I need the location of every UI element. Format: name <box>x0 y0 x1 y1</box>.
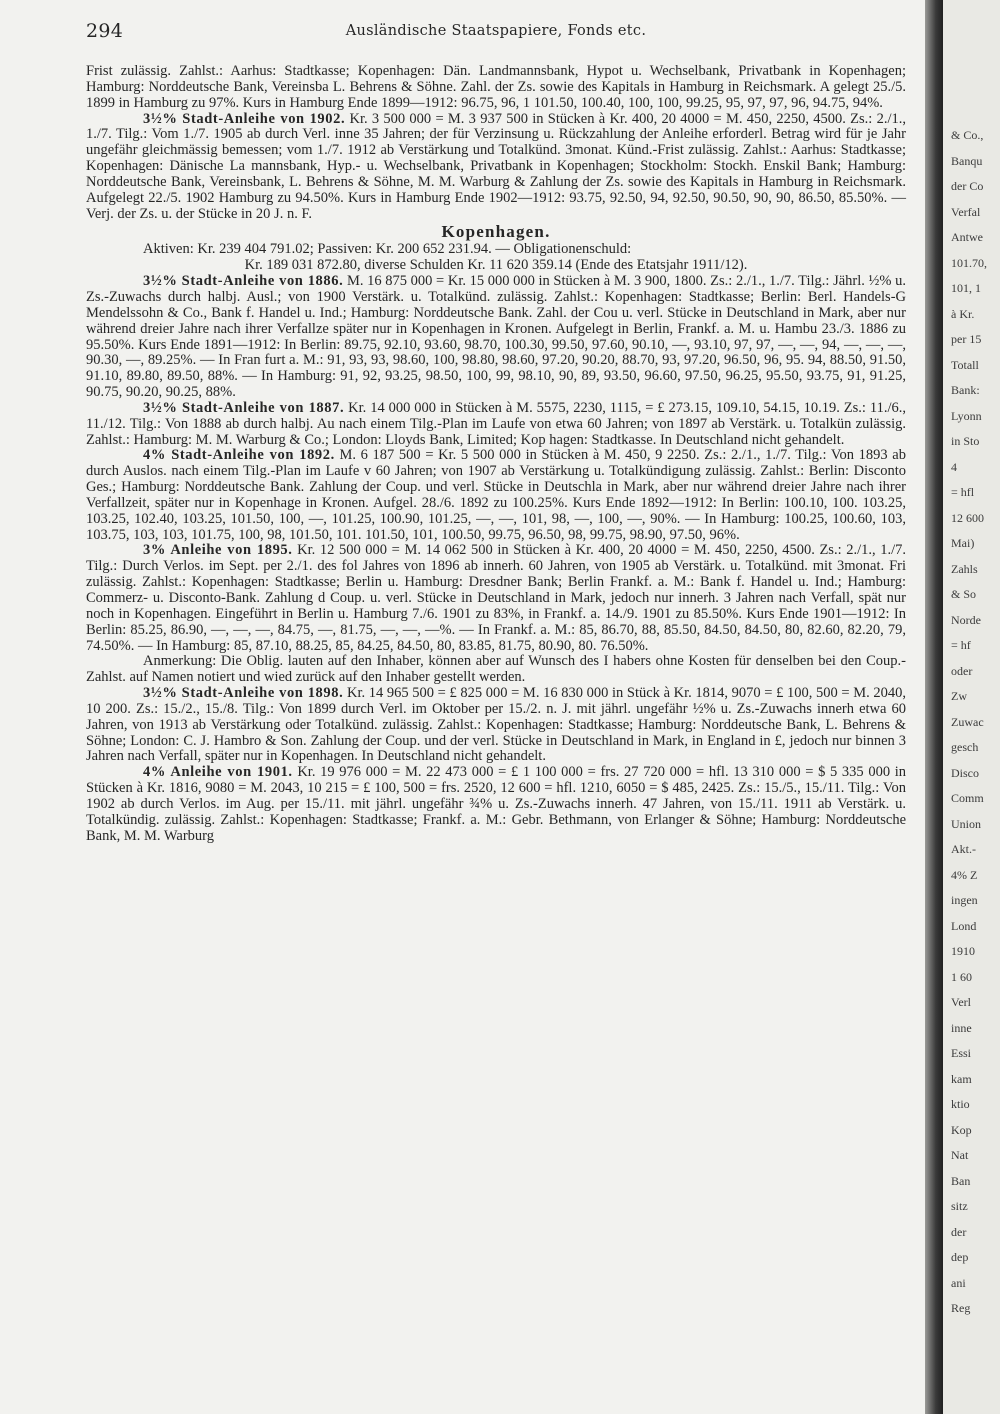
facing-page-fragment: gesch <box>951 740 979 754</box>
facing-page-fragment: 1910 <box>951 944 975 958</box>
facing-page-fragment: Nat <box>951 1148 969 1162</box>
facing-page-fragment: Lond <box>951 918 977 933</box>
facing-page-fragment: ktio <box>951 1097 970 1111</box>
facing-page-fragment: = hf <box>951 638 971 652</box>
loan-1902-entry <box>86 112 906 223</box>
loan-1886-entry <box>86 274 906 401</box>
book-gutter <box>925 0 943 1414</box>
facing-page-fragment: Verl <box>951 995 971 1009</box>
loan-1898-text: Kr. 14 965 500 = £ 825 000 = M. 16 830 000 in Stück à Kr. 1814, 9070 = £ 100, 500 = M. 2040, 10 200. Zs.: 15./2., 15./8. Tilg.: Von 1899 durch Verl. im Oktober per 15./2. n. J. mit jährl. ungefähr ½% u. Zs.-Zuwachs innerh etwa 60 Jahren, von 1913 ab Verstärkung oder Totalkünd. zulässig. Zahlst.: Kopenhagen: Stadtkasse; Hamburg: Norddeutsche Bank, L. Behrens & Söhne; London: C. J. Hambro & Son. Zahlung der Coup. und der verl. Stücke in Deutschland in Mark, in England in £, jedoch nur binnen 3 Jahren nach Verfall, später nur in Kopenhagen. In Deutschland nicht gehandelt. <box>86 685 906 765</box>
loan-1886-title: 3½% Stadt-Anleihe von 1886. <box>143 273 344 290</box>
intro-paragraph: Frist zulässig. Zahlst.: Aarhus: Stadtkasse; Kopenhagen: Dän. Landmannsbank, Hypot u. Wechselbank, Privatbank in Kopenhagen; Hamburg: Norddeutsche Bank, Vereinsba L. Behrens & Söhne. Zahl. der Zs. sowie des Kapitals in Hamburg in Reichsmark. A gelegt 25./5. 1899 in Hamburg zu 97%. Kurs in Hamburg Ende 1899—1912: 96.75, 96, 1 101.50, 100.40, 100, 100, 99.25, 95, 97, 97, 96, 94.75, 94%. <box>86 63 906 111</box>
facing-page-fragment: & So <box>951 587 977 601</box>
facing-page-fragment: Zuwac <box>951 714 984 729</box>
facing-page-fragment: Disco <box>951 765 979 780</box>
facing-page-fragment: Banqu <box>951 153 983 168</box>
facing-page-fragment: der <box>951 1224 967 1239</box>
facing-page-fragment: oder <box>951 663 973 678</box>
city-summary <box>86 242 906 274</box>
loan-1901-entry <box>86 765 906 844</box>
facing-page-fragment: Akt.- <box>951 842 976 856</box>
facing-page-fragment: Kop <box>951 1122 972 1137</box>
facing-page-fragment: Mai) <box>951 536 975 550</box>
summary-line-1: Aktiven: Kr. 239 404 791.02; Passiven: Kr. 200 652 231.94. — Obligationenschuld: <box>143 241 632 258</box>
loan-1892-text: M. 6 187 500 = Kr. 5 500 000 in Stücken à M. 450, 9 2250. Zs.: 2./1., 1./7. Tilg.: Von 1893 ab durch Auslos. nach einem Tilg.-Plan im Laufe v 60 Jahren; von 1907 ab Verstärkung u. Totalkündigung zulässig. Zahlst.: Berlin: Disconto Ges.; Hamburg: Norddeutsche Bank. Zahlung der Coup. und verl. Stücke in Deutschla in Mark, aber nur während dreier Jahre nach ihrer Verfallzeit, später nur in Kopenhage in Kronen. Aufgel. 28./6. 1892 zu 100.25%. Kurs Ende 1892—1912: In Berlin: 100.10, 100. 103.25, 103.25, 102.40, 103.25, 101.50, 100, —, 101.25, 100.90, 101.25, —, —, 101, 98, —, 100, —, 90%. — In Hamburg: 100.25, 100.60, 103, 103.75, 103, 103, 101.75, 100, 98, 101.50, 101. 101.50, 101, 100.50, 99.75, 96.50, 98, 99.75, 98.90, 97.50, 96%. <box>86 447 906 543</box>
loan-1895-text: Kr. 12 500 000 = M. 14 062 500 in Stücken à Kr. 400, 20 4000 = M. 450, 2250, 4500. Zs.: 2./1., 1./7. Tilg.: Durch Verlos. im Sept. per 2./1. des fol Jahres von 1896 ab innerh. 60 Jahren, von 1905 ab Verstärk. u. Totalkünd. mit 3monat. Fri zulässig. Zahlst.: Kopenhagen: Stadtkasse; Berlin u. Hamburg: Dresdner Bank; Berlin Frankf. a. M.: Bank f. Handel u. Ind.; Hamburg: Commerz- u. Disconto-Bank. Zahlung d Coup. u. verl. Stücke in Deutschland in Mark, jedoch nur innerh. 3 Jahren nach Verfall, spät nur noch in Kopenhagen. Eingeführt in Berlin u. Hamburg 7./6. 1901 zu 83%, in Frankf. a. 14./9. 1901 zu 85.50%. Kurs Ende 1901—1912: In Berlin: 85.25, 86.90, —, —, —, 84.75, —, 81.75, —, —, —%. — In Frankf. a. M.: 85, 86.70, 88, 85.50, 84.50, 84.50, 80, 82.60, 82.20, 79, 74.50%. — In Hamburg: 85, 87.10, 88.25, 85, 84.25, 84.50, 80, 83.85, 81.75, 80.90, 80. 76.50%. <box>86 542 907 654</box>
facing-page-fragment: kam <box>951 1071 972 1086</box>
loan-1892-entry <box>86 448 906 543</box>
facing-page-fragment: 1 60 <box>951 969 972 984</box>
body-text <box>86 64 906 845</box>
facing-page-fragment: inne <box>951 1020 972 1035</box>
facing-page-fragment: Bank: <box>951 383 980 397</box>
facing-page-fragment: 12 600 <box>951 510 984 525</box>
loan-1902-text: Kr. 3 500 000 = M. 3 937 500 in Stücken à Kr. 400, 20 4000 = M. 450, 2250, 4500. Zs.: 2./1., 1./7. Tilg.: Vom 1./7. 1905 ab durch Verl. inne 35 Jahren; der für Verzinsung u. Rückzahlung der Anleihe erforderl. Betrag wird für je Jahr ungefähr gleichmässig bemessen; vom 1./7. 1912 ab Verstärkung und Totalkünd. 3monat. Künd.-Frist zulässig. Zahlst.: Aarhus: Stadtkasse; Kopenhagen: Dänische La mannsbank, Hyp.- u. Wechselbank, Privatbank in Kopenhagen; Stockholm: Stockh. Enskil Bank; Hamburg: Norddeutsche Bank, Vereinsbank, L. Behrens & Söhne, M. M. Warburg & Zahlung der Zs. sowie des Kapitals in Hamburg in Reichsmark. Aufgelegt 22./5. 1902 Hamburg zu 94.50%. Kurs in Hamburg Ende 1902—1912: 93.75, 92.50, 94, 92.50, 90.50, 90, 90, 86.50, 85.50%. — Verj. der Zs. u. der Stücke in 20 J. n. F. <box>86 110 906 222</box>
facing-page-fragment: 4% Z <box>951 867 978 882</box>
loan-1887-entry <box>86 401 906 449</box>
facing-page-fragment: dep <box>951 1250 969 1264</box>
facing-page-fragment: = hfl <box>951 485 975 499</box>
facing-page-fragment: Zw <box>951 689 967 703</box>
facing-page-fragment: 4 <box>951 459 957 474</box>
running-title: Ausländische Staatspapiere, Fonds etc. <box>345 23 647 39</box>
facing-page-fragment: 101.70, <box>951 255 987 270</box>
loan-1898-title: 3½% Stadt-Anleihe von 1898. <box>143 685 344 702</box>
facing-page-fragment: Union <box>951 816 981 831</box>
loan-1902-title: 3½% Stadt-Anleihe von 1902. <box>143 110 346 127</box>
loan-1898-entry <box>86 686 906 765</box>
facing-page-fragment: ingen <box>951 893 978 907</box>
facing-page-fragment: Comm <box>951 791 984 805</box>
loan-1887-text: Kr. 14 000 000 in Stücken à M. 5575, 2230, 1115, = £ 273.15, 109.10, 54.15, 10.19. Zs.: 11./6., 11./12. Tilg.: Von 1888 ab durch halbj. Au nach einem Tilg.-Plan im Laufe von etwa 60 Jahren; von 1897 ab Verstärk. u. Totalkün zulässig. Zahlst.: Hamburg: M. M. Warburg & Co.; London: Lloyds Bank, Limited; Kop hagen: Stadtkasse. In Deutschland nicht gehandelt. <box>86 399 906 448</box>
facing-page-fragment: per 15 <box>951 332 982 346</box>
facing-page-fragment: ani <box>951 1275 966 1290</box>
facing-page-fragment: Verfal <box>951 204 981 219</box>
page-header <box>86 20 906 44</box>
facing-page-fragment: Lyonn <box>951 408 982 423</box>
loan-1901-text: Kr. 19 976 000 = M. 22 473 000 = £ 1 100 000 = frs. 27 720 000 = hfl. 13 310 000 = $ 5 335 000 in Stücken à Kr. 1816, 9080 = M. 2043, 10 215 = £ 100, 500 = frs. 2520, 12 600 = hfl. 1210, 6050 = $ 485, 2425. Zs.: 15./5., 15./11. Tilg.: Von 1902 ab durch Verlos. im Aug. per 15./11. mit jährl. ungefähr ¾% u. Zs.-Zuwachs innerh. 47 Jahren, von 15./11. 1911 ab Verstärk. u. Totalkündig. zulässig. Zahlst.: Kopenhagen: Stadtkasse; Frankf. a. M.: Gebr. Bethmann, von Erlanger & Söhne; Hamburg: Norddeutsche Bank, M. M. Warburg <box>86 764 907 844</box>
loan-1886-text: M. 16 875 000 = Kr. 15 000 000 in Stücken à M. 3 900, 1800. Zs.: 2./1., 1./7. Tilg.: Jährl. ½% u. Zs.-Zuwachs durch halbj. Ausl.; von 1900 Verstärk. u. Totalkünd. zulässig. Zahlst.: Kopenhagen: Stadtkasse; Berlin: Berl. Handels-G Mendelssohn & Co., Bank f. Handel u. Ind.; Hamburg: Norddeutsche Bank. Zahl. der Cou u. verl. Stücke in Deutschland in Mark, aber nur während dreier Jahre nach ihrer Verfallze später nur in Kopenhagen in Kronen. Aufgelegt in Berlin, Frankf. a. M. u. Hambu 23./3. 1886 zu 95.50%. Kurs Ende 1891—1912: In Berlin: 89.75, 92.10, 93.60, 98.70, 100.30, 99.50, 97.60, 90.10, —, 93.10, 97, 97, —, —, 94, —, —, —, 90.30, —, 89.25%. — In Fran furt a. M.: 91, 93, 93, 98.60, 100, 98.80, 98.60, 97.20, 90.20, 88.70, 93, 97.20, 96.50, 96, 95. 94, 88.50, 91.50, 91.10, 89.80, 89.50, 88%. — In Hamburg: 91, 92, 93.25, 98.50, 100, 99, 98.10, 90, 89, 93.50, 96.60, 97.50, 96.25, 95.50, 93.75, 91, 91.25, 90.75, 90.20, 90.25, 88%. <box>86 273 906 401</box>
facing-page-fragment: Antwe <box>951 230 983 244</box>
facing-page-fragment: Totall <box>951 357 979 372</box>
page-number: 294 <box>86 20 124 42</box>
loan-1892-title: 4% Stadt-Anleihe von 1892. <box>143 447 335 464</box>
facing-page-fragment: Essi <box>951 1046 972 1060</box>
facing-page-fragment: sitz <box>951 1199 968 1213</box>
facing-page-fragment: in Sto <box>951 434 980 448</box>
facing-page-fragment: à Kr. <box>951 306 975 321</box>
loan-1895-entry <box>86 543 906 654</box>
facing-page-fragment: & Co., <box>951 128 984 142</box>
facing-page-fragment: Reg <box>951 1301 971 1315</box>
remark-paragraph: Anmerkung: Die Oblig. lauten auf den Inhaber, können aber auf Wunsch des I habers ohne Kosten für denselben bei den Coup.-Zahlst. auf Namen notiert und wied zurück auf den Inhaber gestellt werden. <box>86 653 906 686</box>
facing-page-fragment: Zahls <box>951 561 978 576</box>
loan-1887-title: 3½% Stadt-Anleihe von 1887. <box>143 399 345 416</box>
facing-page-fragment: 101, 1 <box>951 281 981 295</box>
facing-page-fragment: Norde <box>951 612 981 627</box>
facing-page-fragment: Ban <box>951 1173 971 1188</box>
loan-1901-title: 4% Anleihe von 1901. <box>143 764 293 781</box>
facing-page-edge <box>943 0 1000 1414</box>
loan-1895-title: 3% Anleihe von 1895. <box>143 542 293 559</box>
summary-line-2: Kr. 189 031 872.80, diverse Schulden Kr. 11 620 359.14 (Ende des Etatsjahr 1911/12). <box>244 257 748 274</box>
facing-page-fragment: der Co <box>951 179 984 193</box>
section-title: Kopenhagen. <box>441 222 551 242</box>
